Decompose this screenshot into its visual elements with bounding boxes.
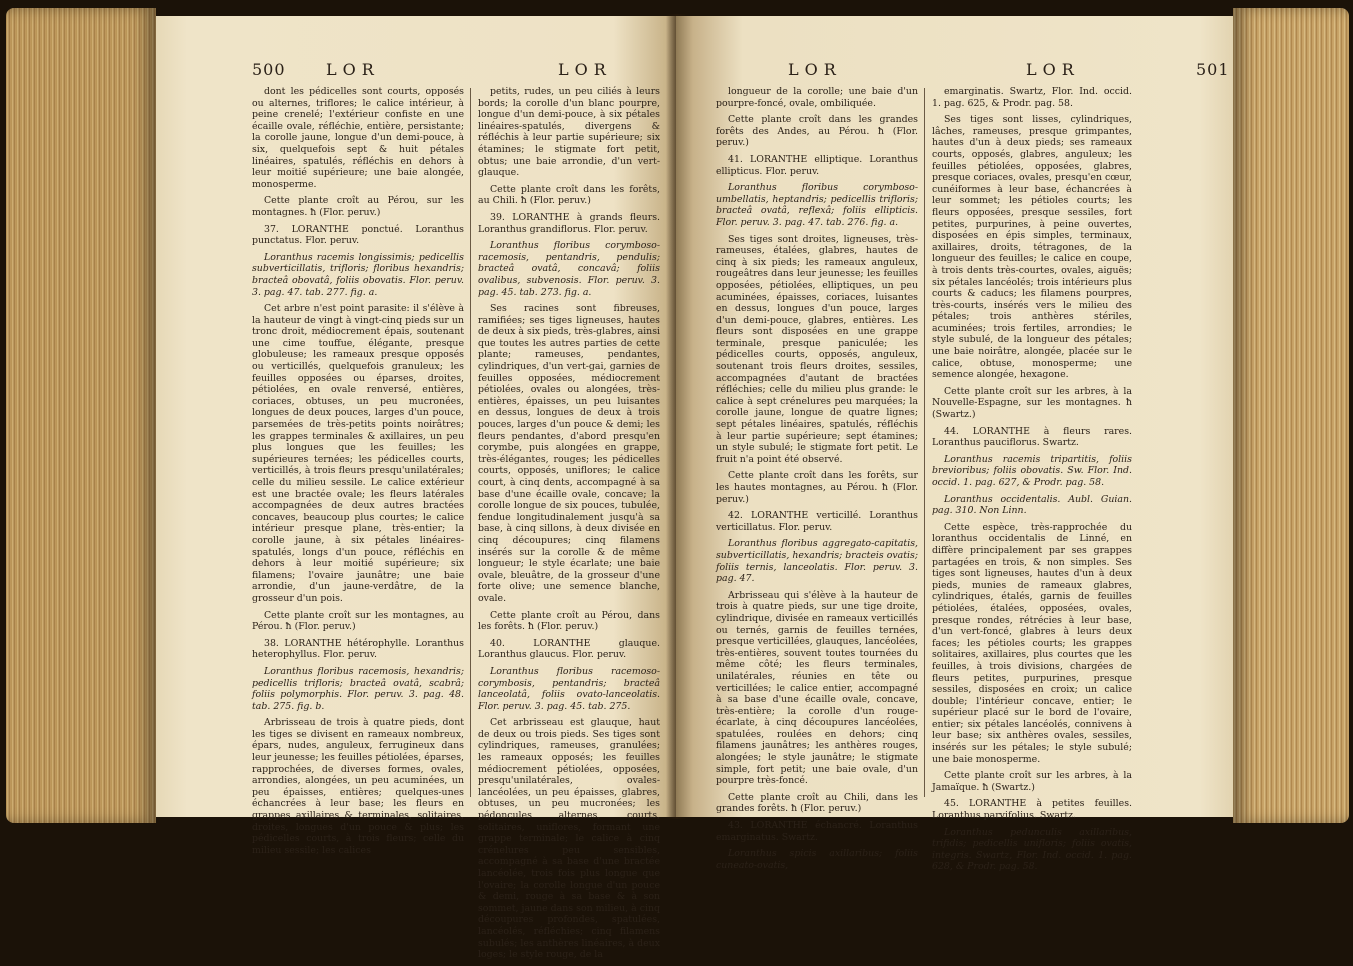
paragraph: 40. LORANTHE glauque. Loranthus glaucus. Flor. peruv. [478,637,660,661]
paragraph: petits, rudes, un peu ciliés à leurs bords; la corolle d'un blanc pourpre, longue d'un demi-pouce, à six pétales linéaires-spatulés, divergens & réfléchis à leur partie supérieure; six étamines; le stigmate fort petit, obtus; une baie arrondie, d'un vert-glauque. [478,86,660,179]
paragraph: 38. LORANTHE hétérophylle. Loranthus heterophyllus. Flor. peruv. [252,637,464,661]
paragraph: Cet arbrisseau est glauque, haut de deux ou trois pieds. Ses tiges sont cylindriques, rameuses, granulées; les rameaux opposés; les feuilles médiocrement pétiolées, opposées, presqu'unilatérales, ovales-lancéolées, un peu épaisses, glabres, obtuses, un peu mucronées; les pédoncules alternes, courts, solitaires, uniflores, formant une grappe terminale; le calice à cinq crénelures peu sensibles, accompagné à sa base d'une bractée lancéolée, trois fois plus longue que l'ovaire; la corolle longue d'un pouce & demi, rouge à sa base & à son sommet, jaune dans son milieu, à cinq découpures profondes, spatulées, lancéolés, réfléchies; cinq filamens subulés; les anthères linéaires, à deux loges; le style rouge, de la [478,717,660,961]
paragraph: Ses tiges sont lisses, cylindriques, lâches, rameuses, presque grimpantes, hautes d'un à deux pieds; ses rameaux courts, opposés, glabres, anguleux; les feuilles pétiolées, opposées, glabres, presque coriaces, ovales, presqu'en cœur, cunéiformes à leur base, échancrées à leur sommet; les pétioles courts; les fleurs opposées, presque sessiles, fort petites, purpurines, à peine ouvertes, disposées en épis simples, terminaux, axillaires, droits, tétragones, de la longueur des feuilles; le calice en coupe, à trois dents très-courtes, ovales, aiguës; six pétales lancéolés; trois intérieurs plus courts & caducs; les filamens pourpres, très-courts, insérés vers le milieu des pétales; trois anthères stériles, acuminées; trois fertiles, arrondies; le style subulé, de la longueur des pétales; une baie noirâtre, alongée, placée sur le calice, obtuse, monosperme; une semence alongée, hexagone. [932,114,1132,381]
right-page-block-edge [1233,8,1349,823]
paragraph: emarginatis. Swartz, Flor. Ind. occid. 1. pag. 625, & Prodr. pag. 58. [932,86,1132,109]
paragraph: Cette plante croît sur les montagnes, au Pérou. ħ (Flor. peruv.) [252,609,464,633]
paragraph: Loranthus floribus racemosis, hexandris; pedicellis trifloris; bracteâ ovatâ, scabrâ; foliis polymorphis. Flor. peruv. 3. pag. 48. tab. 275. fig. b. [252,665,464,712]
paragraph: Loranthus pedunculis axillaribus, trifidis; pedicellis unifloris; foliis ovatis, integris. Swartz, Flor. Ind. occid. 1. pag. 628, & Prodr. pag. 58. [932,826,1132,873]
paragraph: Loranthus floribus corymboso-racemosis, pentandris, pendulis; bracteâ ovatâ, concavâ; foliis ovalibus, subvenosis. Flor. peruv. 3. pag. 45. tab. 273. fig. a. [478,240,660,298]
paragraph: Loranthus racemis tripartitis, foliis brevioribus; foliis obovatis. Sw. Flor. Ind. occid. 1. pag. 627, & Prodr. pag. 58. [932,453,1132,488]
paragraph: 45. LORANTHE à petites feuilles. Loranthus parvifolius. Swartz. [932,798,1132,822]
left-page [156,16,676,961]
paragraph: Cette plante croît au Chili, dans les grandes forêts. ħ (Flor. peruv.) [716,791,918,815]
right-page-column-1 [716,86,918,876]
paragraph: Cette plante croît sur les arbres, à la Nouvelle-Espagne, sur les montagnes. ħ (Swartz.) [932,385,1132,421]
paragraph: 39. LORANTHE à grands fleurs. Loranthus grandiflorus. Flor. peruv. [478,211,660,235]
right-page [676,16,1233,873]
paragraph: Cette plante croît sur les arbres, à la Jamaïque. ħ (Swartz.) [932,770,1132,793]
paragraph: dont les pédicelles sont courts, opposés ou alternes, triflores; le calice intérieur, à peine crenelé; l'extérieur confiste en une écaille ovale, réfléchie, entière, persistante; la corolle jaune, longue d'un demi-pouce, à six, quelquefois sept & huit pétales linéaires, spatulés, réfléchis en dehors à leur moitié supérieure; une baie alongée, monosperme. [252,86,464,190]
paragraph: Loranthus floribus racemoso-corymbosis, pentandris; bracteâ lanceolatâ, foliis ovato-lanceolatis. Flor. peruv. 3. pag. 45. tab. 275. [478,665,660,712]
paragraph: 37. LORANTHE ponctué. Loranthus punctatus. Flor. peruv. [252,223,464,247]
paragraph: Cette plante croît dans les forêts, au Chili. ħ (Flor. peruv.) [478,183,660,207]
left-page-column-2 [478,86,660,966]
paragraph: longueur de la corolle; une baie d'un pourpre-foncé, ovale, ombiliquée. [716,86,918,109]
paragraph: Loranthus spicis axillaribus; foliis cuneato-ovatis, [716,848,918,871]
paragraph: Loranthus occidentalis. Aubl. Guian. pag. 310. Non Linn. [932,493,1132,517]
right-running-title-1: LOR [788,60,842,79]
left-page-column-1 [252,86,464,861]
right-page-header [676,60,1233,86]
paragraph: 41. LORANTHE elliptique. Loranthus ellipticus. Flor. peruv. [716,153,918,177]
left-running-title-2: LOR [558,60,612,79]
paragraph: Loranthus floribus aggregato-capitatis, subverticillatis, hexandris; bracteis ovatis; foliis ternis, lanceolatis. Flor. peruv. 3. pag. 47. [716,538,918,585]
paragraph: Cet arbre n'est point parasite: il s'élève à la hauteur de vingt à vingt-cinq pieds sur un tronc droit, médiocrement épais, soutenant une cime touffue, élégante, presque globuleuse; les rameaux presque opposés ou verticillés, quelquefois granuleux; les feuilles opposées ou éparses, droites, pétiolées, en ovale renversé, entières, coriaces, obtuses, un peu mucronées, longues de deux pouces, larges d'un pouce, parsemées de très-petits points noirâtres; les grappes terminales & axillaires, un peu plus longues que les feuilles; les supérieures ternées; les pédicelles courts, verticillés, à trois fleurs presqu'unilatérales; celle du milieu sessile. Le calice extérieur est une bractée ovale; les fleurs latérales accompagnées de deux autres bractées concaves, beaucoup plus courtes; le calice intérieur presque plane, très-entier; la corolle jaune, à six pétales linéaires-spatulés, longs d'un pouce, réfléchis en dehors à leur moitié supérieure; six filamens; l'ovaire jaunâtre; une baie arrondie, d'un jaune-verdâtre, de la grosseur d'un pois. [252,303,464,604]
paragraph: 43. LORANTHE échancré. Loranthus emarginatus. Swartz. [716,820,918,843]
paragraph: Arbrisseau de trois à quatre pieds, dont les tiges se divisent en rameaux nombreux, épars, nudes, anguleux, ferrugineux dans leur jeunesse; les feuilles pétiolées, éparses, rapprochées, de diverses formes, ovales, arrondies, alongées, un peu acuminées, un peu épaisses, entières; quelques-unes échancrées à leur base; les fleurs en grappes axillaires & terminales, solitaires, droites, longues d'un pouce & plus; les pédicelles courts, à trois fleurs; celle du milieu sessile; les calices [252,717,464,856]
left-column-rule [470,88,471,797]
left-page-number: 500 [252,60,286,79]
paragraph: Cette plante croît au Pérou, dans les forêts. ħ (Flor. peruv.) [478,609,660,633]
paragraph: Cette plante croît dans les grandes forêts des Andes, au Pérou. ħ (Flor. peruv.) [716,114,918,149]
right-page-column-2 [932,86,1132,878]
paragraph: Cette plante croît au Pérou, sur les montagnes. ħ (Flor. peruv.) [252,195,464,218]
right-page-number: 501 [1196,60,1230,79]
paragraph: Ses tiges sont droites, ligneuses, très-rameuses, étalées, glabres, hautes de cinq à six pieds; les rameaux anguleux, rougeâtres dans leur jeunesse; les feuilles opposées, pétiolées, elliptiques, un peu acuminées, épaisses, coriaces, luisantes en dessus, longues d'un pouce, larges d'un demi-pouce, glabres, entières. Les fleurs sont disposées en une grappe terminale, presque paniculée; les pédicelles courts, opposés, anguleux, soutenant trois fleurs droites, sessiles, accompagnées d'autant de bractées réfléchies; celle du milieu plus grande: le calice à sept crénelures peu marquées; la corolle jaune, longue de quatre lignes; sept pétales linéaires, spatulés, réfléchis à leur partie supérieure; sept étamines; un style subulé; le stigmate fort petit. Le fruit n'a point été observé. [716,233,918,465]
paragraph: Cette espèce, très-rapprochée du loranthus occidentalis de Linné, en diffère principalement par ses grappes partagées en trois, & non simples. Ses tiges sont ligneuses, hautes d'un à deux pieds, munies de rameaux glabres, cylindriques, étalés, garnis de feuilles pétiolées, étalées, opposées, ovales, presque rondes, rétrécies à leur base, d'un vert-foncé, glabres à leurs deux faces; les pétioles courts; les grappes solitaires, axillaires, plus courtes que les feuilles, à trois divisions, chargées de fleurs petites, purpurines, presque sessiles, disposées en croix; un calice double; l'intérieur concave, entier; le supérieur placé sur le bord de l'ovaire, entier; six pétales lancéolés, connivens à leur base; six anthères ovales, sessiles, insérés sur les pétales; le style subulé; une baie monosperme. [932,521,1132,765]
left-running-title-1: LOR [326,60,380,79]
paragraph: 42. LORANTHE verticillé. Loranthus verticillatus. Flor. peruv. [716,510,918,533]
paragraph: Cette plante croît dans les forêts, sur les hautes montagnes, au Pérou. ħ (Flor. peruv.) [716,470,918,505]
right-column-rule [924,88,925,797]
left-page-header [156,60,676,86]
paragraph: 44. LORANTHE à fleurs rares. Loranthus pauciflorus. Swartz. [932,425,1132,449]
paragraph: Loranthus racemis longissimis; pedicellis subverticillatis, trifloris; floribus hexandris; bracteâ obovatâ, foliis obovatis. Flor. peruv. 3. pag. 47. tab. 277. fig. a. [252,251,464,298]
paragraph: Ses racines sont fibreuses, ramifiées; ses tiges ligneuses, hautes de deux à six pieds, très-glabres, ainsi que toutes les autres parties de cette plante; rameuses, pendantes, cylindriques, d'un vert-gai, garnies de feuilles opposées, médiocrement pétiolées, ovales ou alongées, très-entières, épaisses, un peu luisantes en dessus, longues de deux à trois pouces, larges d'un pouce & demi; les fleurs pendantes, d'abord presqu'en corymbe, puis alongées en grappe, très-élégantes, rouges; les pédicelles courts, opposés, uniflores; le calice court, à cinq dents, accompagné à sa base d'une écaille ovale, concave; la corolle longue de six pouces, tubulée, fendue longitudinalement jusqu'à sa base, à cinq sillons, à deux divisée en cinq découpures; cinq filamens insérés sur la corolle & de même longueur; le style écarlate; une baie ovale, bleuâtre, de la grosseur d'une forte olive; une semence blanche, ovale. [478,303,660,604]
paragraph: Loranthus floribus corymboso-umbellatis, heptandris; pedicellis trifloris; bracteâ ovatâ, reflexâ; foliis ellipticis. Flor. peruv. 3. pag. 47. tab. 276. fig. a. [716,182,918,228]
right-running-title-2: LOR [1026,60,1080,79]
paragraph: Arbrisseau qui s'élève à la hauteur de trois à quatre pieds, sur une tige droite, cylindrique, divisée en rameaux verticillés ou ternés, garnis de feuilles ternées, presque verticillées, glauques, lancéolées, très-entières, souvent toutes tournées du même côté; les fleurs terminales, unilatérales, réunies en tête ou verticillées; le calice entier, accompagné à sa base d'une écaille ovale, concave, très-entière; la corolle d'un rouge-écarlate, à cinq découpures lancéolées, spatulées, roulées en dehors; cinq filamens jaunâtres; les anthères rouges, alongées; le style jaunâtre; le stigmate simple, fort petit; une baie ovale, d'un pourpre très-foncé. [716,589,918,787]
left-page-block-edge [6,8,156,823]
